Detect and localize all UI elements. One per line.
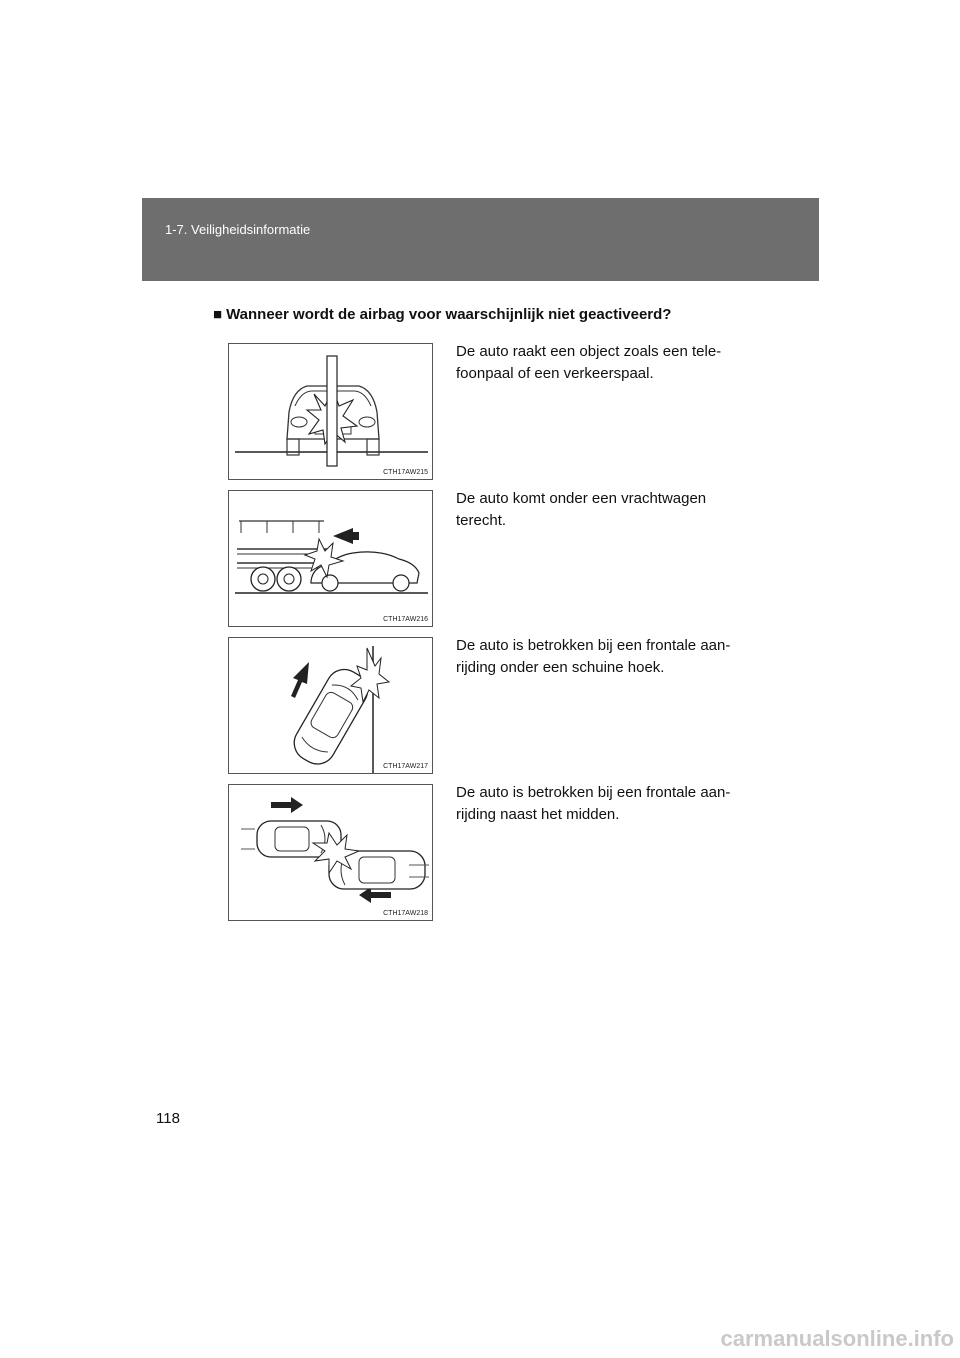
figure-code: CTH17AW215 — [383, 469, 428, 476]
description-line: rijding onder een schuine hoek. — [456, 659, 665, 676]
illustration-offset-collision — [228, 784, 433, 921]
heading-text: Wanneer wordt de airbag voor waarschijnlijk niet geactiveerd? — [226, 306, 672, 323]
description-2 — [456, 488, 742, 532]
description-line: De auto is betrokken bij een frontale aan- — [456, 784, 731, 801]
description-4 — [456, 782, 742, 826]
square-bullet-icon: ■ — [213, 306, 223, 323]
illustration-pole-impact — [228, 343, 433, 480]
illustration-truck-underride — [228, 490, 433, 627]
page-number: 118 — [156, 1110, 180, 1127]
description-line: De auto raakt een object zoals een tele- — [456, 343, 722, 360]
description-line: De auto is betrokken bij een frontale aan- — [456, 637, 731, 654]
description-line: terecht. — [456, 512, 507, 529]
description-3 — [456, 635, 742, 679]
figure-code: CTH17AW217 — [383, 763, 428, 770]
section-title: 1-7. Veiligheidsinformatie — [165, 222, 311, 237]
section-heading — [213, 306, 671, 323]
figure-code: CTH17AW218 — [383, 910, 428, 917]
illustration-oblique-collision — [228, 637, 433, 774]
watermark-text: carmanualsonline.info — [720, 1326, 954, 1351]
header-band — [142, 198, 819, 281]
description-1 — [456, 341, 742, 385]
description-line: foonpaal of een verkeerspaal. — [456, 365, 654, 382]
description-line: De auto komt onder een vrachtwagen — [456, 490, 707, 507]
description-line: rijding naast het midden. — [456, 806, 620, 823]
figure-code: CTH17AW216 — [383, 616, 428, 623]
